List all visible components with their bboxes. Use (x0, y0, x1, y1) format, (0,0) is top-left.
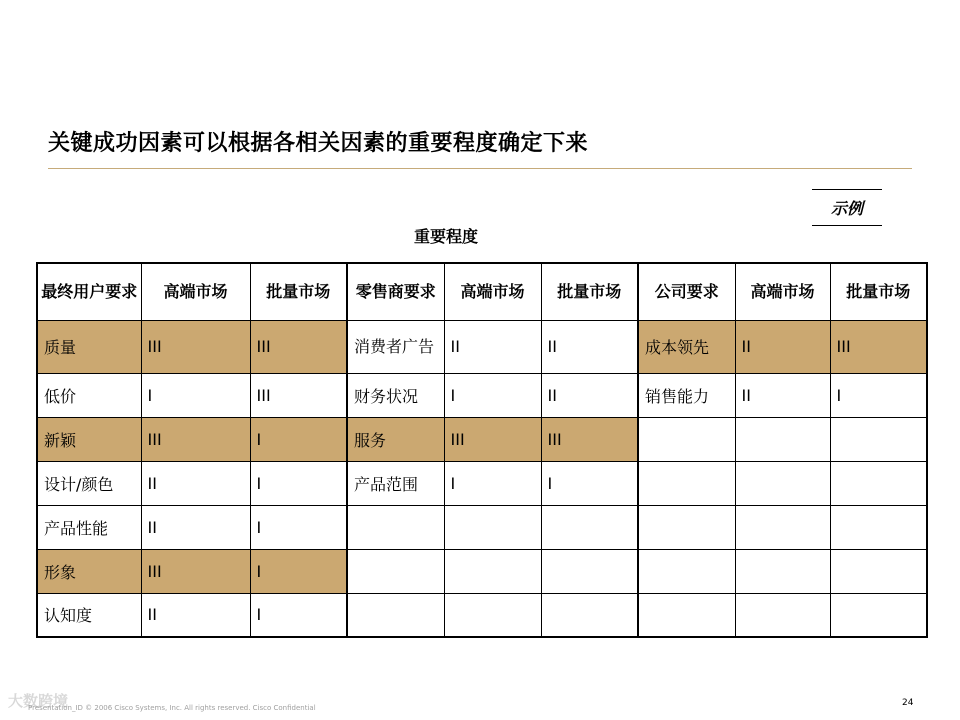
table-cell: 质量 (37, 320, 141, 373)
table-cell: I (250, 417, 347, 461)
table-cell (541, 593, 638, 637)
table-cell (347, 549, 444, 593)
table-row (37, 417, 927, 461)
table-cell: 服务 (347, 417, 444, 461)
table-cell (830, 549, 927, 593)
header-volume-3: 批量市场 (830, 263, 927, 320)
table-cell (347, 505, 444, 549)
table-cell (830, 461, 927, 505)
table-cell: III (141, 417, 250, 461)
header-high-end-1: 高端市场 (141, 263, 250, 320)
header-volume-1: 批量市场 (250, 263, 347, 320)
table-cell: I (541, 461, 638, 505)
table-cell: III (141, 549, 250, 593)
example-label: 示例 (830, 199, 863, 218)
table-cell (541, 505, 638, 549)
table-cell: III (541, 417, 638, 461)
header-company: 公司要求 (638, 263, 735, 320)
table-cell (735, 417, 830, 461)
table-cell: 成本领先 (638, 320, 735, 373)
table-cell: I (250, 549, 347, 593)
table-cell (444, 549, 541, 593)
table-cell: III (250, 373, 347, 417)
table-cell (638, 461, 735, 505)
page-title: 关键成功因素可以根据各相关因素的重要程度确定下来 (48, 131, 589, 156)
table-row (37, 320, 927, 373)
table-cell (638, 417, 735, 461)
table-cell (735, 461, 830, 505)
header-end-user: 最终用户要求 (37, 263, 141, 320)
table-cell (638, 549, 735, 593)
table-cell: II (141, 461, 250, 505)
importance-table (36, 262, 928, 638)
table-cell: 产品范围 (347, 461, 444, 505)
table-cell: III (830, 320, 927, 373)
header-high-end-3: 高端市场 (735, 263, 830, 320)
table-row (37, 461, 927, 505)
table-cell: III (444, 417, 541, 461)
importance-label: 重要程度 (414, 227, 479, 246)
table-cell: III (141, 320, 250, 373)
example-badge (812, 189, 882, 226)
table-cell: 销售能力 (638, 373, 735, 417)
table-row (37, 549, 927, 593)
table-cell: I (830, 373, 927, 417)
table-cell (347, 593, 444, 637)
table-cell: I (250, 505, 347, 549)
header-retailer: 零售商要求 (347, 263, 444, 320)
table-cell: I (141, 373, 250, 417)
table-cell (830, 505, 927, 549)
watermark-logo: 大数跨境 (8, 692, 69, 710)
table-cell: 新颖 (37, 417, 141, 461)
table-cell (830, 417, 927, 461)
table-cell: 消费者广告 (347, 320, 444, 373)
table-cell: 形象 (37, 549, 141, 593)
table-cell: 设计/颜色 (37, 461, 141, 505)
table-cell (735, 593, 830, 637)
table-cell (541, 549, 638, 593)
table-cell: I (444, 373, 541, 417)
table-cell (735, 549, 830, 593)
table-cell: 产品性能 (37, 505, 141, 549)
table-cell: I (250, 593, 347, 637)
footer-copyright: Presentation_ID © 2006 Cisco Systems, Inc. All rights reserved. Cisco Confidential (28, 704, 316, 712)
table-cell: III (250, 320, 347, 373)
table-cell: 财务状况 (347, 373, 444, 417)
table-cell: II (141, 593, 250, 637)
table-cell: II (735, 373, 830, 417)
table-row (37, 373, 927, 417)
table-cell: II (541, 320, 638, 373)
page-number: 24 (902, 698, 914, 708)
table-cell: II (735, 320, 830, 373)
table-row (37, 593, 927, 637)
title-divider (48, 168, 912, 169)
table-cell: 认知度 (37, 593, 141, 637)
table-cell (735, 505, 830, 549)
table-cell: 低价 (37, 373, 141, 417)
table-cell (638, 593, 735, 637)
table-cell (444, 593, 541, 637)
table-cell (444, 505, 541, 549)
header-high-end-2: 高端市场 (444, 263, 541, 320)
header-volume-2: 批量市场 (541, 263, 638, 320)
table-cell: II (541, 373, 638, 417)
table-row (37, 505, 927, 549)
table-cell (830, 593, 927, 637)
table-cell: II (141, 505, 250, 549)
table-cell: I (250, 461, 347, 505)
table-cell: I (444, 461, 541, 505)
header-row (37, 263, 927, 320)
table-cell (638, 505, 735, 549)
table-cell: II (444, 320, 541, 373)
